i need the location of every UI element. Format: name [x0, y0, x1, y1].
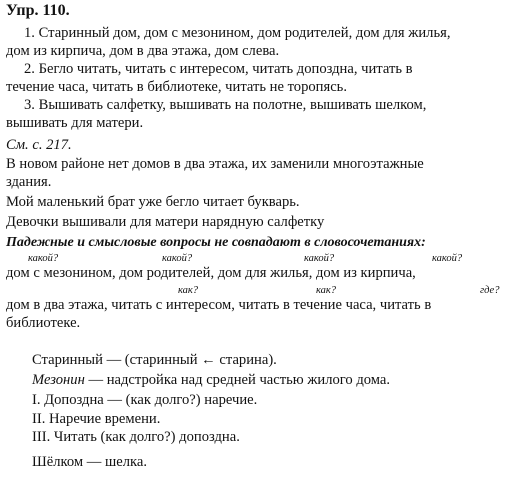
exercise-line-1: 1. Старинный дом, дом с мезонином, дом родителей, дом для жилья, — [24, 25, 451, 41]
exercise-title: Упр. 110. — [6, 2, 70, 19]
questions-line-2: дом в два этажа, читать с интересом, читать в течение часа, читать в — [6, 297, 432, 313]
question-label: какой? — [162, 253, 193, 264]
analysis-line-3: I. Допоздна — (как долго?) наречие. — [32, 392, 258, 408]
analysis-line-1: Старинный — (старинный ← старина). — [32, 352, 277, 368]
question-label: как? — [178, 285, 199, 296]
sentence-line-1: В новом районе нет домов в два этажа, их заменили многоэтажные — [6, 156, 424, 172]
sentence-line-2: здания. — [6, 174, 52, 190]
analysis-term: Мезонин — [32, 372, 85, 388]
questions-line-3: библиотеке. — [6, 315, 81, 331]
question-label: какой? — [432, 253, 463, 264]
analysis-line-5: III. Читать (как долго?) допоздна. — [32, 429, 240, 445]
exercise-line-4: течение часа, читать в библиотеке, читать не торопясь. — [6, 79, 347, 95]
question-label: какой? — [304, 253, 335, 264]
exercise-line-3: 2. Бегло читать, читать с интересом, читать допоздна, читать в — [24, 61, 413, 77]
analysis-definition: — надстройка над средней частью жилого дома. — [84, 372, 391, 388]
analysis-line-4: II. Наречие времени. — [32, 411, 161, 427]
question-label: как? — [316, 285, 337, 296]
analysis-line-6: Шёлком — шелка. — [32, 454, 147, 470]
exercise-line-5: 3. Вышивать салфетку, вышивать на полотне, вышивать шелком, — [24, 97, 427, 113]
exercise-line-6: вышивать для матери. — [6, 115, 144, 131]
questions-line-1: дом с мезонином, дом родителей, дом для жилья, дом из кирпича, — [6, 265, 416, 281]
question-label: где? — [480, 285, 500, 296]
sentence-line-4: Девочки вышивали для матери нарядную салфетку — [6, 214, 325, 230]
sentence-line-3: Мой маленький брат уже бегло читает букварь. — [6, 194, 300, 210]
exercise-line-2: дом из кирпича, дом в два этажа, дом слева. — [6, 43, 280, 59]
page-reference: См. с. 217. — [6, 137, 72, 153]
case-note: Падежные и смысловые вопросы не совпадают в словосочетаниях: — [6, 235, 426, 250]
question-label: какой? — [28, 253, 59, 264]
analysis-line-2 — [32, 371, 390, 389]
